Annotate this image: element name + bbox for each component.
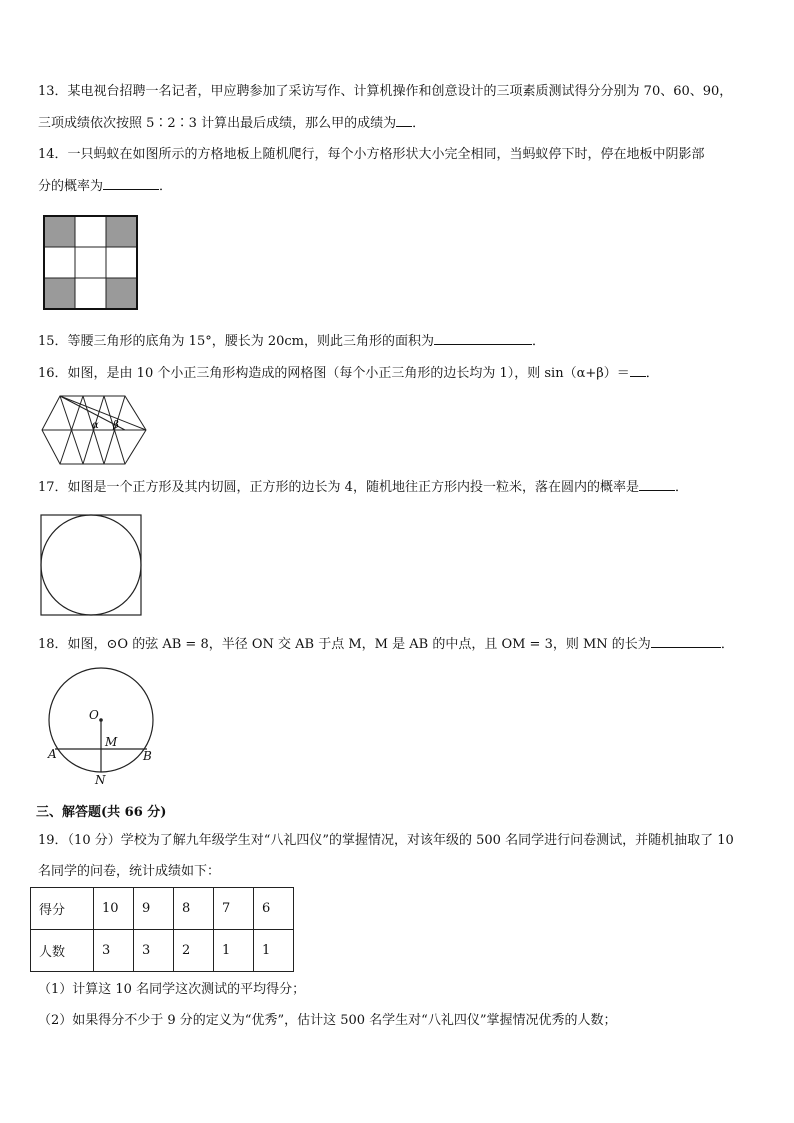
q13-line2 xyxy=(38,114,425,133)
q18-label-B: B xyxy=(143,749,152,763)
q16-text: 16．如图，是由 10 个小正三角形构造成的网格图（每个小正三角形的边长均为 1），则 sin（α+β）＝ xyxy=(38,366,630,381)
q14-blank-tile xyxy=(75,216,106,247)
q14-shaded-tile xyxy=(106,216,137,247)
table-cell: 3 xyxy=(94,930,134,972)
q17-text: 17．如图是一个正方形及其内切圆，正方形的边长为 4，随机地往正方形内投一粒米，落在圆内的概率是 xyxy=(38,480,639,495)
q19-line1: 19．（10 分）学校为了解九年级学生对“八礼四仪”的掌握情况，对该年级的 500 名同学进行问卷测试，并随机抽取了 10 xyxy=(38,833,734,848)
table-cell: 9 xyxy=(134,888,174,930)
table-cell: 10 xyxy=(94,888,134,930)
q16-line xyxy=(38,364,659,383)
q17-line xyxy=(38,478,688,497)
q18-label-O: O xyxy=(89,708,99,722)
q13-line2-text: 三项成绩依次按照 5∶2∶3 计算出最后成绩，那么甲的成绩为 xyxy=(38,116,397,131)
q18-answer-blank xyxy=(651,635,721,648)
q19-score-table xyxy=(30,887,294,972)
table-header-count: 人数 xyxy=(31,930,94,972)
q17-circle xyxy=(41,515,141,615)
q14-blank-tile xyxy=(75,278,106,309)
q14-blank-tile xyxy=(44,247,75,278)
q14-end: ． xyxy=(159,179,173,194)
q19-part1: （1）计算这 10 名同学这次测试的平均得分； xyxy=(38,982,306,997)
q16-label-alpha: α xyxy=(92,420,99,431)
q18-text: 18．如图，⊙O 的弦 AB = 8，半径 ON 交 AB 于点 M，M 是 AB 的中点，且 OM = 3，则 MN 的长为 xyxy=(38,637,651,652)
q18-label-M: M xyxy=(105,735,118,749)
q14-blank-tile xyxy=(75,247,106,278)
q14-shaded-tile xyxy=(44,216,75,247)
q14-grid-figure xyxy=(41,213,141,314)
q18-end: ． xyxy=(720,637,734,652)
q17-end: ． xyxy=(674,480,688,495)
q18-line xyxy=(38,635,734,654)
table-header-score: 得分 xyxy=(31,888,94,930)
table-row xyxy=(31,930,294,972)
q18-label-N: N xyxy=(95,773,106,787)
q13-answer-blank xyxy=(396,114,412,127)
q14-shaded-tile xyxy=(106,278,137,309)
section3-title: 三、解答题(共 66 分) xyxy=(36,805,167,820)
q14-line2-text: 分的概率为 xyxy=(38,179,104,194)
q16-triangle-grid-figure xyxy=(40,392,150,468)
q14-shaded-tile xyxy=(44,278,75,309)
table-cell: 6 xyxy=(254,888,294,930)
table-cell: 1 xyxy=(214,930,254,972)
q16-end: ． xyxy=(645,366,659,381)
q17-answer-blank xyxy=(639,478,675,491)
table-row xyxy=(31,888,294,930)
q19-line2: 名同学的问卷，统计成绩如下： xyxy=(38,864,221,879)
q13-line1: 13．某电视台招聘一名记者，甲应聘参加了采访写作、计算机操作和创意设计的三项素质测试得分分别为 70、60、90， xyxy=(38,84,733,99)
table-cell: 8 xyxy=(174,888,214,930)
q13-end: ． xyxy=(412,116,426,131)
table-cell: 3 xyxy=(134,930,174,972)
q15-line xyxy=(38,332,545,351)
table-cell: 1 xyxy=(254,930,294,972)
q16-label-beta: β xyxy=(113,420,119,431)
q17-square-incircle-figure xyxy=(40,514,143,617)
q15-answer-blank xyxy=(434,332,532,345)
q18-label-A: A xyxy=(48,747,57,761)
q15-text: 15．等腰三角形的底角为 15°，腰长为 20cm，则此三角形的面积为 xyxy=(38,334,434,349)
q14-line1: 14．一只蚂蚁在如图所示的方格地板上随机爬行，每个小方格形状大小完全相同，当蚂蚁停下时，停在地板中阴影部 xyxy=(38,147,705,162)
q18-circle-chord-figure xyxy=(44,664,160,788)
q14-line2 xyxy=(38,177,172,196)
q14-answer-blank xyxy=(103,177,159,190)
q19-part2: （2）如果得分不少于 9 分的定义为“优秀”，估计这 500 名学生对“八礼四仪”掌握情况优秀的人数； xyxy=(38,1013,617,1028)
q15-end: ． xyxy=(532,334,546,349)
q16-answer-blank xyxy=(630,364,646,377)
q14-blank-tile xyxy=(106,247,137,278)
q18-center-point xyxy=(99,718,103,722)
table-cell: 2 xyxy=(174,930,214,972)
table-cell: 7 xyxy=(214,888,254,930)
